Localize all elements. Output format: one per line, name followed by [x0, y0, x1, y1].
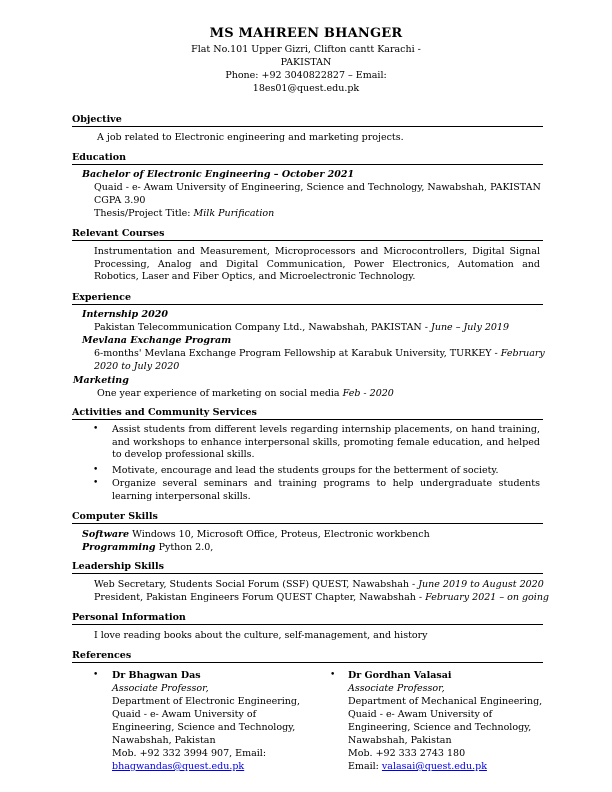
- ref2-uni-1: Quaid - e- Awam University of: [348, 709, 493, 720]
- degree-title: Bachelor of Electronic Engineering – October 2021: [82, 169, 355, 180]
- header-email: 18es01@quest.edu.pk: [252, 83, 360, 94]
- marketing-text: One year experience of marketing on social media: [97, 388, 340, 399]
- project-label: Thesis/Project Title:: [94, 208, 191, 219]
- ref2-name: Dr Gordhan Valasai: [348, 670, 452, 681]
- bullet-dot-icon: •: [93, 670, 99, 680]
- internship-line: [94, 322, 509, 335]
- internship-dates: June – July 2019: [431, 322, 510, 333]
- bullet-dot-icon: •: [93, 478, 99, 488]
- internship-org: Pakistan Telecommunication Company Ltd., Nawabshah, PAKISTAN -: [94, 322, 428, 333]
- section-personal-heading: Personal Information: [72, 612, 543, 625]
- bullet-dot-icon: •: [93, 465, 99, 475]
- address-line-1: Flat No.101 Upper Gizri, Clifton cantt Karachi -: [191, 44, 421, 55]
- marketing-line: [97, 388, 394, 401]
- programming-label: Programming: [82, 542, 156, 553]
- section-education-heading: Education: [72, 152, 543, 165]
- courses-text: Instrumentation and Measurement, Microprocessors and Microcontrollers, Digital Signal Processing, Analog and Digital Communication, Power Electronics, Automation and Robotics, Laser and Fiber Optics, and Microelectronic Technology.: [94, 246, 540, 282]
- software-text: Windows 10, Microsoft Office, Proteus, Electronic workbench: [132, 529, 430, 540]
- section-references-heading: References: [72, 650, 543, 663]
- section-objective-heading: Objective: [72, 114, 543, 127]
- ref1-uni-2: Engineering, Science and Technology,: [112, 722, 296, 733]
- activity-bullet-3: Organize several seminars and training programs to help undergraduate students learning interpersonal skills.: [112, 478, 540, 502]
- software-label: Software: [82, 529, 130, 540]
- objective-text: A job related to Electronic engineering and marketing projects.: [97, 132, 404, 143]
- mevlana-org: 6-months' Mevlana Exchange Program Fellowship at Karabuk University, TURKEY -: [94, 348, 498, 359]
- leadership-role-2: President, Pakistan Engineers Forum QUEST Chapter, Nawabshah -: [94, 592, 423, 603]
- mevlana-dates-2: 2020 to July 2020: [94, 361, 180, 372]
- ref2-email-line: [348, 761, 487, 774]
- cgpa: CGPA 3.90: [94, 195, 146, 206]
- project-title: Milk Purification: [193, 208, 275, 219]
- mevlana-title: Mevlana Exchange Program: [82, 335, 232, 346]
- section-computer-heading: Computer Skills: [72, 511, 543, 524]
- ref1-mob: Mob. +92 332 3994 907, Email:: [112, 748, 267, 759]
- activity-bullet-2: Motivate, encourage and lead the students groups for the betterment of society.: [112, 465, 499, 476]
- ref2-title: Associate Professor,: [348, 683, 445, 694]
- candidate-name: MS MAHREEN BHANGER: [209, 26, 403, 41]
- ref2-city: Nawabshah, Pakistan: [348, 735, 452, 746]
- ref1-city: Nawabshah, Pakistan: [112, 735, 216, 746]
- leadership-dates-1: June 2019 to August 2020: [418, 579, 544, 590]
- internship-title: Internship 2020: [82, 309, 168, 320]
- ref1-dept: Department of Electronic Engineering,: [112, 696, 301, 707]
- section-activities-heading: Activities and Community Services: [72, 407, 543, 420]
- section-courses-heading: Relevant Courses: [72, 228, 543, 241]
- software-line: [82, 529, 430, 542]
- bullet-dot-icon: •: [330, 670, 336, 680]
- ref2-dept: Department of Mechanical Engineering,: [348, 696, 543, 707]
- ref1-title: Associate Professor,: [112, 683, 209, 694]
- personal-text: I love reading books about the culture, self-management, and history: [94, 630, 428, 641]
- leadership-line-1: [94, 579, 544, 592]
- leadership-dates-2: February 2021 – on going: [425, 592, 550, 603]
- bullet-dot-icon: •: [93, 424, 99, 434]
- ref2-email-link[interactable]: valasai@quest.edu.pk: [381, 761, 487, 772]
- marketing-dates: Feb - 2020: [342, 388, 394, 399]
- university-name: Quaid - e- Awam University of Engineering, Science and Technology, Nawabshah, PAKISTAN: [94, 182, 541, 193]
- programming-text: Python 2.0,: [158, 542, 214, 553]
- marketing-title: Marketing: [73, 375, 129, 386]
- ref2-mob: Mob. +92 333 2743 180: [348, 748, 466, 759]
- ref2-email-label: Email:: [348, 761, 379, 772]
- section-experience-heading: Experience: [72, 292, 543, 305]
- ref1-name: Dr Bhagwan Das: [112, 670, 201, 681]
- project-line: [94, 208, 274, 221]
- activity-bullet-1: Assist students from different levels regarding internship placements, on hand training, and workshops to enhance interpersonal skills, promoting female education, and helped to develop professional skills.: [112, 424, 540, 460]
- leadership-line-2: [94, 592, 549, 605]
- ref1-uni-1: Quaid - e- Awam University of: [112, 709, 257, 720]
- ref2-uni-2: Engineering, Science and Technology,: [348, 722, 532, 733]
- programming-line: [82, 542, 213, 555]
- mevlana-line: [94, 348, 545, 361]
- leadership-role-1: Web Secretary, Students Social Forum (SSF) QUEST, Nawabshah -: [94, 579, 416, 590]
- contact-line: Phone: +92 3040822827 – Email:: [225, 70, 387, 81]
- ref1-email-line: [112, 761, 244, 774]
- section-leadership-heading: Leadership Skills: [72, 561, 543, 574]
- address-line-2: PAKISTAN: [280, 57, 332, 68]
- ref1-email-link[interactable]: bhagwandas@quest.edu.pk: [112, 761, 245, 772]
- mevlana-dates-1: February: [500, 348, 545, 359]
